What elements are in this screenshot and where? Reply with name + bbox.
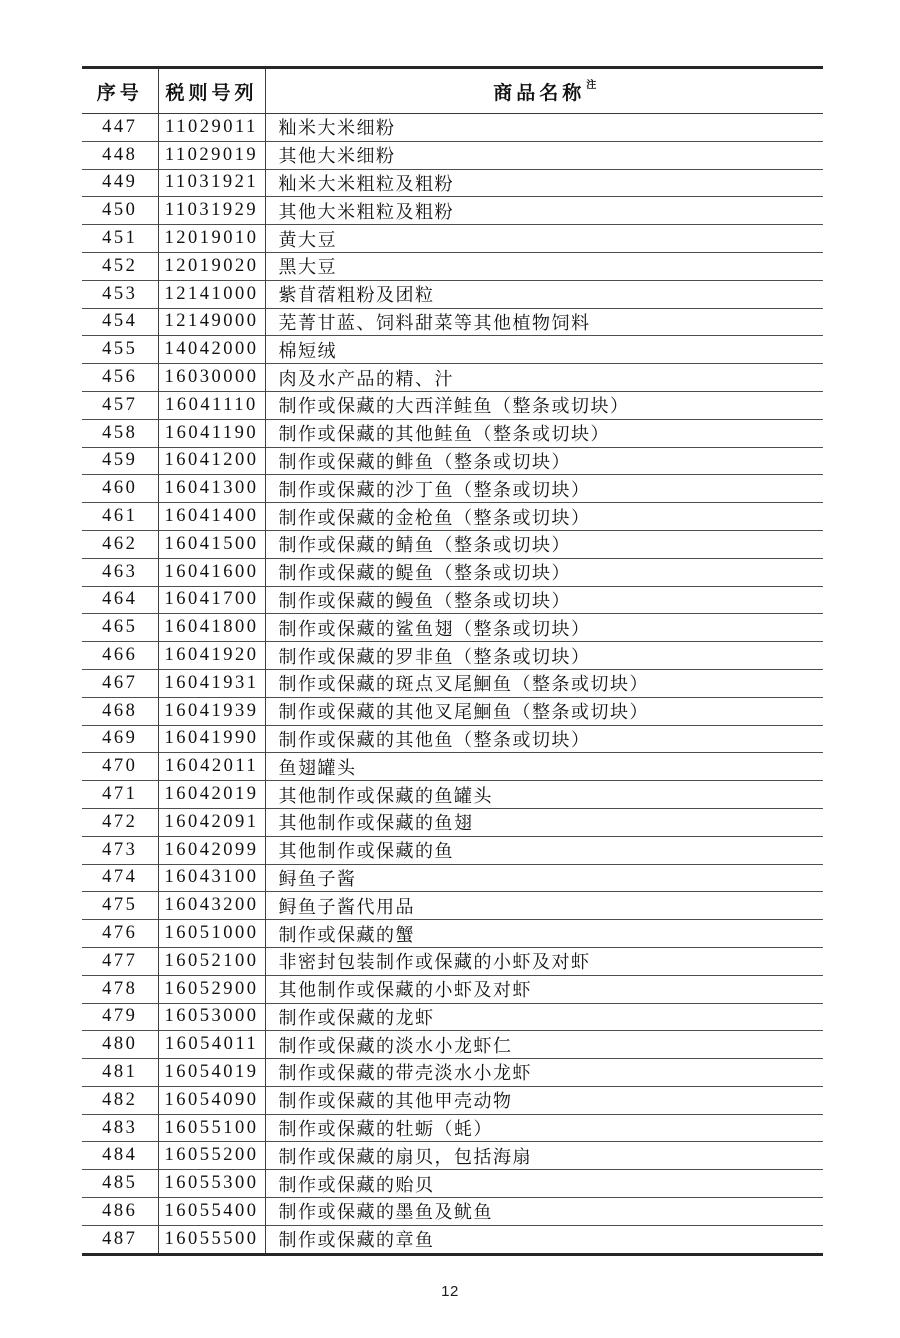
tariff-code-cell: 16041931 bbox=[158, 669, 265, 697]
serial-number-cell: 479 bbox=[82, 1003, 158, 1031]
serial-number-cell: 464 bbox=[82, 586, 158, 614]
table-row bbox=[82, 530, 823, 558]
tariff-code-cell: 16041400 bbox=[158, 503, 265, 531]
tariff-code-cell: 16041939 bbox=[158, 697, 265, 725]
tariff-code-cell: 11029011 bbox=[158, 114, 265, 142]
table-row bbox=[82, 1142, 823, 1170]
tariff-code-cell: 16051000 bbox=[158, 920, 265, 948]
serial-number-cell: 472 bbox=[82, 808, 158, 836]
table-row bbox=[82, 864, 823, 892]
product-name-cell: 制作或保藏的鲱鱼（整条或切块） bbox=[278, 451, 571, 472]
serial-number-cell: 457 bbox=[82, 391, 158, 419]
product-name-cell: 制作或保藏的其他鲑鱼（整条或切块） bbox=[278, 424, 610, 445]
table-row bbox=[82, 1086, 823, 1114]
tariff-code-cell: 11031921 bbox=[158, 169, 265, 197]
tariff-code-cell: 16055500 bbox=[158, 1225, 265, 1254]
table-row bbox=[82, 697, 823, 725]
tariff-code-cell: 16043200 bbox=[158, 892, 265, 920]
serial-number-cell: 484 bbox=[82, 1142, 158, 1170]
table-body bbox=[82, 114, 823, 1255]
product-name-cell: 制作或保藏的带壳淡水小龙虾 bbox=[278, 1063, 532, 1084]
table-header bbox=[82, 68, 823, 114]
serial-number-cell: 470 bbox=[82, 753, 158, 781]
table-row bbox=[82, 614, 823, 642]
product-name-cell: 制作或保藏的鲨鱼翅（整条或切块） bbox=[278, 618, 591, 639]
product-name-cell: 籼米大米细粉 bbox=[278, 118, 396, 139]
table-row bbox=[82, 1114, 823, 1142]
tariff-code-cell: 16055300 bbox=[158, 1170, 265, 1198]
table-row bbox=[82, 920, 823, 948]
product-name-cell: 其他大米粗粒及粗粉 bbox=[278, 201, 454, 222]
serial-number-cell: 478 bbox=[82, 975, 158, 1003]
product-name-cell: 制作或保藏的鳀鱼（整条或切块） bbox=[278, 563, 571, 584]
serial-number-cell: 469 bbox=[82, 725, 158, 753]
serial-number-cell: 474 bbox=[82, 864, 158, 892]
table-row bbox=[82, 197, 823, 225]
serial-number-cell: 455 bbox=[82, 336, 158, 364]
product-name-cell: 棉短绒 bbox=[278, 340, 337, 361]
table-row bbox=[82, 1031, 823, 1059]
tariff-code-cell: 16042019 bbox=[158, 781, 265, 809]
product-name-cell: 其他大米细粉 bbox=[278, 146, 396, 167]
serial-number-cell: 462 bbox=[82, 530, 158, 558]
serial-number-cell: 467 bbox=[82, 669, 158, 697]
serial-number-cell: 456 bbox=[82, 364, 158, 392]
serial-number-cell: 465 bbox=[82, 614, 158, 642]
table-row bbox=[82, 308, 823, 336]
product-name-cell: 制作或保藏的其他鱼（整条或切块） bbox=[278, 729, 591, 750]
serial-number-cell: 482 bbox=[82, 1086, 158, 1114]
tariff-code-cell: 12019020 bbox=[158, 252, 265, 280]
table-row bbox=[82, 225, 823, 253]
product-name-cell: 其他制作或保藏的鱼罐头 bbox=[278, 785, 493, 806]
header-product-name-label: 商品名称 bbox=[493, 82, 586, 104]
tariff-code-cell: 12149000 bbox=[158, 308, 265, 336]
product-name-cell: 制作或保藏的罗非鱼（整条或切块） bbox=[278, 646, 591, 667]
product-name-cell: 紫苜蓿粗粉及团粒 bbox=[278, 285, 435, 306]
serial-number-cell: 483 bbox=[82, 1114, 158, 1142]
product-name-cell: 芜菁甘蓝、饲料甜菜等其他植物饲料 bbox=[278, 312, 591, 333]
serial-number-cell: 448 bbox=[82, 141, 158, 169]
table-row bbox=[82, 1003, 823, 1031]
serial-number-cell: 480 bbox=[82, 1031, 158, 1059]
tariff-code-cell: 16041300 bbox=[158, 475, 265, 503]
product-name-cell: 制作或保藏的蟹 bbox=[278, 924, 415, 945]
table-row bbox=[82, 419, 823, 447]
tariff-code-cell: 16041200 bbox=[158, 447, 265, 475]
serial-number-cell: 459 bbox=[82, 447, 158, 475]
tariff-code-cell: 16055200 bbox=[158, 1142, 265, 1170]
tariff-code-cell: 16041190 bbox=[158, 419, 265, 447]
product-name-cell: 制作或保藏的牡蛎（蚝） bbox=[278, 1119, 493, 1140]
note-superscript: 注 bbox=[586, 80, 597, 92]
serial-number-cell: 487 bbox=[82, 1225, 158, 1254]
serial-number-cell: 461 bbox=[82, 503, 158, 531]
tariff-code-cell: 16052100 bbox=[158, 947, 265, 975]
serial-number-cell: 477 bbox=[82, 947, 158, 975]
table-row bbox=[82, 642, 823, 670]
table-row bbox=[82, 586, 823, 614]
tariff-code-cell: 16041920 bbox=[158, 642, 265, 670]
product-name-cell: 其他制作或保藏的鱼翅 bbox=[278, 813, 474, 834]
header-row bbox=[82, 68, 823, 114]
table-row bbox=[82, 975, 823, 1003]
product-name-cell: 其他制作或保藏的小虾及对虾 bbox=[278, 980, 532, 1001]
tariff-code-cell: 16041800 bbox=[158, 614, 265, 642]
table-row bbox=[82, 836, 823, 864]
product-name-cell: 鲟鱼子酱 bbox=[278, 868, 357, 889]
product-name-cell: 制作或保藏的沙丁鱼（整条或切块） bbox=[278, 479, 591, 500]
tariff-code-cell: 16053000 bbox=[158, 1003, 265, 1031]
table-row bbox=[82, 252, 823, 280]
table-row bbox=[82, 781, 823, 809]
tariff-code-cell: 16052900 bbox=[158, 975, 265, 1003]
tariff-code-cell: 16054019 bbox=[158, 1059, 265, 1087]
table-row bbox=[82, 892, 823, 920]
tariff-code-cell: 16041110 bbox=[158, 391, 265, 419]
product-name-cell: 制作或保藏的鲭鱼（整条或切块） bbox=[278, 535, 571, 556]
table-row bbox=[82, 753, 823, 781]
table-row bbox=[82, 391, 823, 419]
product-name-cell: 制作或保藏的大西洋鲑鱼（整条或切块） bbox=[278, 396, 630, 417]
product-name-cell: 鲟鱼子酱代用品 bbox=[278, 896, 415, 917]
serial-number-cell: 460 bbox=[82, 475, 158, 503]
serial-number-cell: 475 bbox=[82, 892, 158, 920]
serial-number-cell: 473 bbox=[82, 836, 158, 864]
tariff-code-cell: 16055100 bbox=[158, 1114, 265, 1142]
page-number: 12 bbox=[441, 1283, 459, 1300]
table-row bbox=[82, 503, 823, 531]
product-name-cell: 黄大豆 bbox=[278, 229, 337, 250]
serial-number-cell: 458 bbox=[82, 419, 158, 447]
product-name-cell: 制作或保藏的贻贝 bbox=[278, 1174, 435, 1195]
product-name-cell: 制作或保藏的扇贝，包括海扇 bbox=[278, 1146, 532, 1167]
tariff-code-cell: 16041500 bbox=[158, 530, 265, 558]
table-row bbox=[82, 558, 823, 586]
product-name-cell: 其他制作或保藏的鱼 bbox=[278, 841, 454, 862]
table-row bbox=[82, 725, 823, 753]
header-serial-number: 序号 bbox=[82, 68, 158, 114]
product-name-cell: 制作或保藏的斑点叉尾鮰鱼（整条或切块） bbox=[278, 674, 649, 695]
table-row bbox=[82, 475, 823, 503]
product-name-cell: 制作或保藏的其他叉尾鮰鱼（整条或切块） bbox=[278, 702, 649, 723]
tariff-code-cell: 12141000 bbox=[158, 280, 265, 308]
tariff-code-cell: 16054090 bbox=[158, 1086, 265, 1114]
product-name-cell: 制作或保藏的墨鱼及鱿鱼 bbox=[278, 1202, 493, 1223]
product-name-cell: 非密封包装制作或保藏的小虾及对虾 bbox=[278, 952, 591, 973]
tariff-code-cell: 16043100 bbox=[158, 864, 265, 892]
serial-number-cell: 447 bbox=[82, 114, 158, 142]
tariff-code-cell: 12019010 bbox=[158, 225, 265, 253]
header-product-name bbox=[265, 68, 823, 114]
serial-number-cell: 481 bbox=[82, 1059, 158, 1087]
table-row bbox=[82, 669, 823, 697]
product-name-cell: 制作或保藏的其他甲壳动物 bbox=[278, 1091, 513, 1112]
tariff-code-cell: 16054011 bbox=[158, 1031, 265, 1059]
tariff-table bbox=[82, 66, 823, 1256]
product-name-cell: 鱼翅罐头 bbox=[278, 757, 357, 778]
table-row bbox=[82, 114, 823, 142]
serial-number-cell: 466 bbox=[82, 642, 158, 670]
serial-number-cell: 454 bbox=[82, 308, 158, 336]
product-name-cell: 制作或保藏的金枪鱼（整条或切块） bbox=[278, 507, 591, 528]
serial-number-cell: 476 bbox=[82, 920, 158, 948]
table-row bbox=[82, 336, 823, 364]
serial-number-cell: 451 bbox=[82, 225, 158, 253]
table-row bbox=[82, 808, 823, 836]
tariff-code-cell: 16042099 bbox=[158, 836, 265, 864]
tariff-code-cell: 16055400 bbox=[158, 1198, 265, 1226]
tariff-code-cell: 16042011 bbox=[158, 753, 265, 781]
header-tariff-code: 税则号列 bbox=[158, 68, 265, 114]
table-row bbox=[82, 1059, 823, 1087]
table-row bbox=[82, 447, 823, 475]
table-row bbox=[82, 1225, 823, 1254]
table-row bbox=[82, 364, 823, 392]
tariff-code-cell: 14042000 bbox=[158, 336, 265, 364]
product-name-cell: 籼米大米粗粒及粗粉 bbox=[278, 173, 454, 194]
tariff-code-cell: 16041990 bbox=[158, 725, 265, 753]
serial-number-cell: 468 bbox=[82, 697, 158, 725]
serial-number-cell: 453 bbox=[82, 280, 158, 308]
tariff-code-cell: 16042091 bbox=[158, 808, 265, 836]
product-name-cell: 制作或保藏的龙虾 bbox=[278, 1007, 435, 1028]
product-name-cell: 制作或保藏的淡水小龙虾仁 bbox=[278, 1035, 513, 1056]
table-row bbox=[82, 280, 823, 308]
product-name-cell: 制作或保藏的鳗鱼（整条或切块） bbox=[278, 590, 571, 611]
tariff-code-cell: 11031929 bbox=[158, 197, 265, 225]
serial-number-cell: 486 bbox=[82, 1198, 158, 1226]
serial-number-cell: 450 bbox=[82, 197, 158, 225]
serial-number-cell: 452 bbox=[82, 252, 158, 280]
table-row bbox=[82, 1198, 823, 1226]
tariff-code-cell: 16030000 bbox=[158, 364, 265, 392]
serial-number-cell: 449 bbox=[82, 169, 158, 197]
table-row bbox=[82, 169, 823, 197]
table-row bbox=[82, 947, 823, 975]
tariff-code-cell: 16041700 bbox=[158, 586, 265, 614]
table-row bbox=[82, 141, 823, 169]
product-name-cell: 肉及水产品的精、汁 bbox=[278, 368, 454, 389]
serial-number-cell: 485 bbox=[82, 1170, 158, 1198]
product-name-cell: 黑大豆 bbox=[278, 257, 337, 278]
product-name-cell: 制作或保藏的章鱼 bbox=[278, 1230, 435, 1251]
serial-number-cell: 471 bbox=[82, 781, 158, 809]
table-row bbox=[82, 1170, 823, 1198]
tariff-code-cell: 11029019 bbox=[158, 141, 265, 169]
tariff-code-cell: 16041600 bbox=[158, 558, 265, 586]
serial-number-cell: 463 bbox=[82, 558, 158, 586]
